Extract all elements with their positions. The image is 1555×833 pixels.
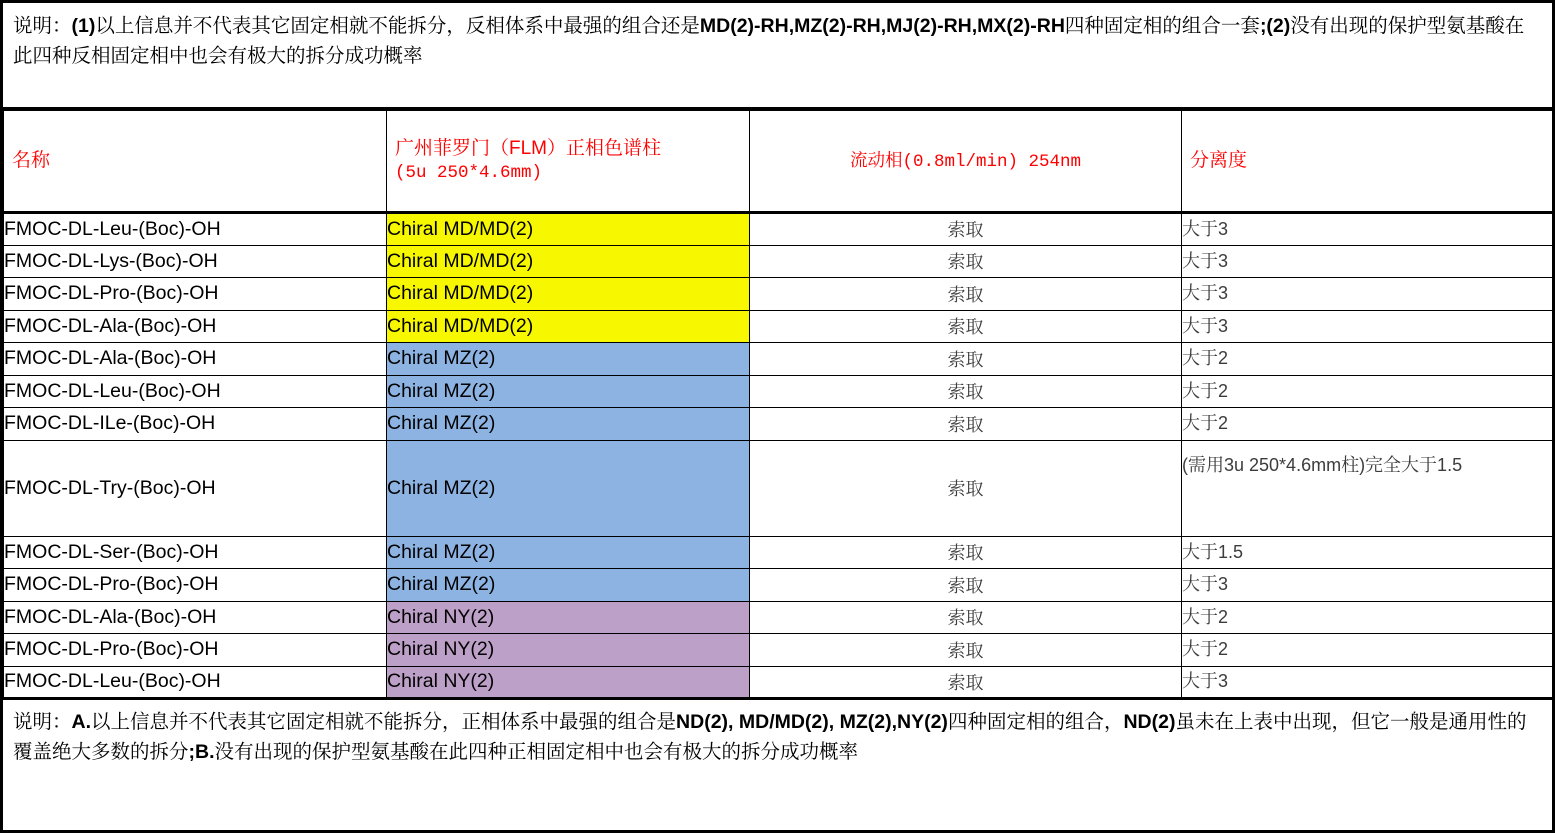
header-cell-name	[4, 111, 387, 213]
cell-compound-name: FMOC-DL-Lys-(Boc)-OH	[4, 245, 387, 278]
cell-stationary-phase: Chiral NY(2)	[387, 601, 750, 634]
cell-stationary-phase: Chiral NY(2)	[387, 634, 750, 667]
table-row	[4, 310, 1553, 343]
cell-stationary-phase: Chiral MZ(2)	[387, 536, 750, 569]
cell-compound-name: FMOC-DL-Pro-(Boc)-OH	[4, 634, 387, 667]
cell-resolution: (需用3u 250*4.6mm柱)完全大于1.5	[1182, 440, 1553, 536]
header-mobile-line1: 流动相(0.8ml/min) 254nm	[849, 151, 1082, 172]
cell-mobile-phase: 索取	[750, 601, 1182, 634]
cell-mobile-phase: 索取	[750, 343, 1182, 376]
cell-mobile-phase: 索取	[750, 408, 1182, 441]
table-row	[4, 245, 1553, 278]
table-header	[4, 111, 1553, 213]
cell-resolution: 大于2	[1182, 601, 1553, 634]
cell-stationary-phase: Chiral MD/MD(2)	[387, 213, 750, 246]
cell-resolution: 大于2	[1182, 634, 1553, 667]
cell-stationary-phase: Chiral MD/MD(2)	[387, 310, 750, 343]
table-row	[4, 569, 1553, 602]
table-row	[4, 440, 1553, 536]
table-row	[4, 343, 1553, 376]
cell-compound-name: FMOC-DL-Leu-(Boc)-OH	[4, 375, 387, 408]
top-note-text: 说明：(1)以上信息并不代表其它固定相就不能拆分，反相体系中最强的组合还是MD(2)-RH,MZ(2)-RH,MJ(2)-RH,MX(2)-RH四种固定相的组合一套;(2)没有出现的保护型氨基酸在此四种反相固定相中也会有极大的拆分成功概率	[13, 15, 1525, 68]
cell-compound-name: FMOC-DL-Ala-(Boc)-OH	[4, 343, 387, 376]
cell-resolution: 大于3	[1182, 245, 1553, 278]
header-cell-column	[387, 111, 750, 213]
cell-mobile-phase: 索取	[750, 569, 1182, 602]
chiral-columns-table	[3, 110, 1553, 700]
cell-compound-name: FMOC-DL-Leu-(Boc)-OH	[4, 213, 387, 246]
table-row	[4, 634, 1553, 667]
cell-compound-name: FMOC-DL-Ala-(Boc)-OH	[4, 310, 387, 343]
cell-stationary-phase: Chiral MD/MD(2)	[387, 278, 750, 311]
table-row	[4, 375, 1553, 408]
cell-compound-name: FMOC-DL-Pro-(Boc)-OH	[4, 278, 387, 311]
bottom-note-text: 说明：A.以上信息并不代表其它固定相就不能拆分，正相体系中最强的组合是ND(2), MD/MD(2), MZ(2),NY(2)四种固定相的组合，ND(2)虽未在上表中出现，但它一般是通用性的覆盖绝大多数的拆分;B.没有出现的保护型氨基酸在此四种正相固定相中也会有极大的拆分成功概率	[13, 711, 1527, 764]
cell-mobile-phase: 索取	[750, 440, 1182, 536]
header-column-line2: (5u 250*4.6mm)	[395, 163, 543, 183]
table-row	[4, 278, 1553, 311]
cell-resolution: 大于3	[1182, 569, 1553, 602]
cell-compound-name: FMOC-DL-Leu-(Boc)-OH	[4, 666, 387, 699]
cell-stationary-phase: Chiral NY(2)	[387, 666, 750, 699]
cell-compound-name: FMOC-DL-Pro-(Boc)-OH	[4, 569, 387, 602]
cell-stationary-phase: Chiral MZ(2)	[387, 440, 750, 536]
cell-compound-name: FMOC-DL-Ala-(Boc)-OH	[4, 601, 387, 634]
cell-compound-name: FMOC-DL-Try-(Boc)-OH	[4, 440, 387, 536]
cell-stationary-phase: Chiral MZ(2)	[387, 569, 750, 602]
cell-stationary-phase: Chiral MD/MD(2)	[387, 245, 750, 278]
cell-compound-name: FMOC-DL-Ser-(Boc)-OH	[4, 536, 387, 569]
cell-mobile-phase: 索取	[750, 666, 1182, 699]
cell-stationary-phase: Chiral MZ(2)	[387, 375, 750, 408]
cell-resolution: 大于2	[1182, 343, 1553, 376]
table-row	[4, 666, 1553, 699]
cell-mobile-phase: 索取	[750, 310, 1182, 343]
cell-resolution: 大于3	[1182, 666, 1553, 699]
cell-resolution: 大于3	[1182, 213, 1553, 246]
top-note	[3, 3, 1552, 110]
cell-mobile-phase: 索取	[750, 536, 1182, 569]
header-cell-mobile-phase	[750, 111, 1182, 213]
cell-mobile-phase: 索取	[750, 213, 1182, 246]
cell-mobile-phase: 索取	[750, 375, 1182, 408]
cell-mobile-phase: 索取	[750, 245, 1182, 278]
bottom-note	[3, 700, 1552, 774]
cell-resolution: 大于2	[1182, 375, 1553, 408]
cell-stationary-phase: Chiral MZ(2)	[387, 408, 750, 441]
table-row	[4, 601, 1553, 634]
header-resolution-line1: 分离度	[1190, 150, 1248, 172]
cell-mobile-phase: 索取	[750, 634, 1182, 667]
table-row	[4, 213, 1553, 246]
cell-mobile-phase: 索取	[750, 278, 1182, 311]
table-row	[4, 536, 1553, 569]
header-column-line1: 广州菲罗门（FLM）正相色谱柱	[395, 138, 662, 160]
cell-resolution: 大于2	[1182, 408, 1553, 441]
cell-stationary-phase: Chiral MZ(2)	[387, 343, 750, 376]
header-name-line1: 名称	[12, 150, 51, 172]
cell-resolution: 大于3	[1182, 278, 1553, 311]
header-cell-resolution	[1182, 111, 1553, 213]
table-body	[4, 213, 1553, 699]
table-row	[4, 408, 1553, 441]
cell-compound-name: FMOC-DL-ILe-(Boc)-OH	[4, 408, 387, 441]
cell-resolution: 大于1.5	[1182, 536, 1553, 569]
cell-resolution: 大于3	[1182, 310, 1553, 343]
